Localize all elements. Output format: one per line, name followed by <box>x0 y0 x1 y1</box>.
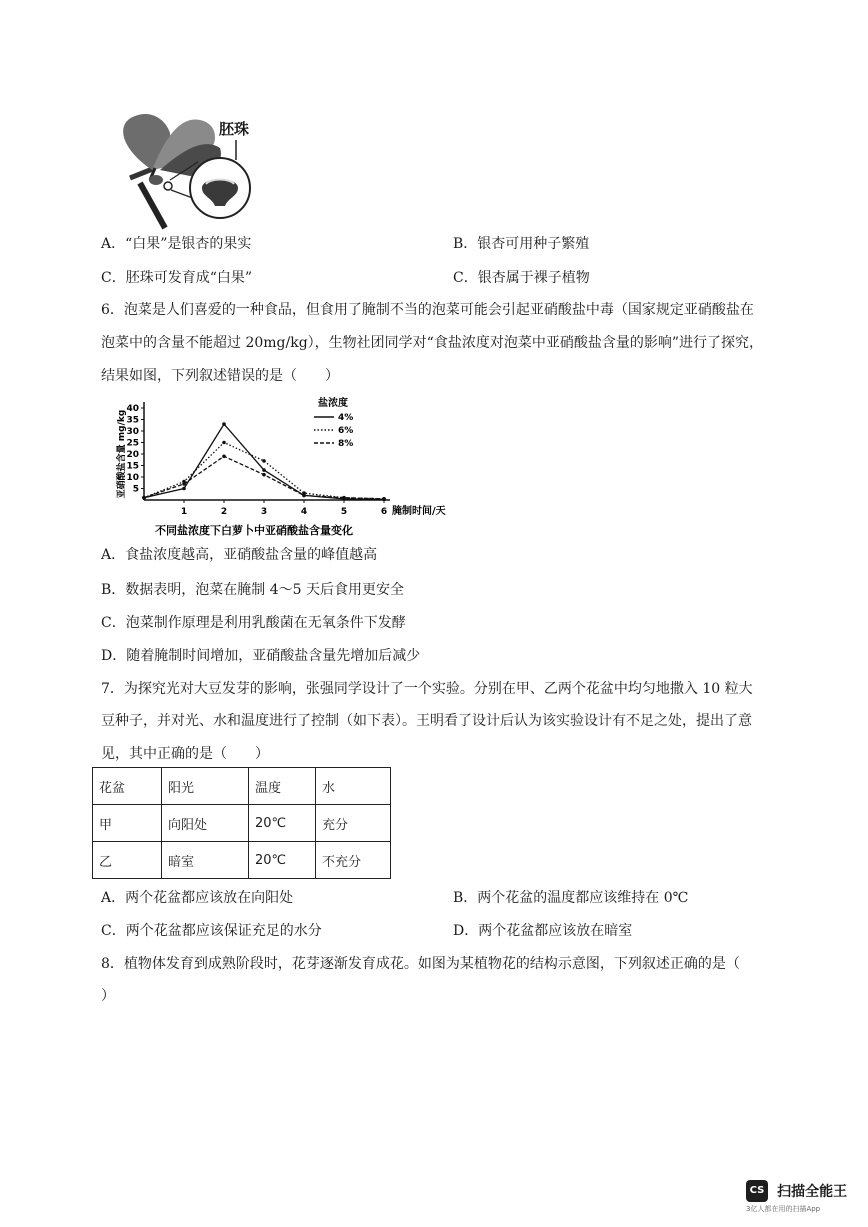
table-header-cell: 阳光 <box>162 768 249 805</box>
x-tick-label: 6 <box>380 507 388 517</box>
table-cell: 20℃ <box>249 842 316 879</box>
q5-option-d: C．银杏属于裸子植物 <box>453 270 590 286</box>
y-axis-label: 亚硝酸盐含量 mg/kg <box>117 409 127 499</box>
q6-option-c: C．泡菜制作原理是利用乳酸菌在无氧条件下发酵 <box>101 615 406 631</box>
y-tick-label: 35 <box>126 415 139 426</box>
data-point <box>262 473 266 477</box>
chart-title: 不同盐浓度下白萝卜中亚硝酸盐含量变化 <box>155 524 353 537</box>
table-row <box>93 805 391 842</box>
data-point <box>262 459 266 463</box>
x-axis-label: 腌制时间/天 <box>392 506 446 517</box>
legend-label: 6% <box>338 426 354 436</box>
y-tick-label: 5 <box>132 484 139 495</box>
y-tick-label: 30 <box>126 427 139 437</box>
y-tick-label: 15 <box>126 461 139 472</box>
data-point <box>342 496 346 500</box>
q8-stem-line1: 8．植物体发育到成熟阶段时，花芽逐渐发育成花。如图为某植物花的结构示意图，下列叙述正确的是（ <box>101 956 740 972</box>
table-cell: 20℃ <box>249 805 316 842</box>
q6-stem-line2: 泡菜中的含量不能超过 20mg/kg），生物社团同学对“食盐浓度对泡菜中亚硝酸盐含量的影响”进行了探究， <box>101 335 763 351</box>
table-cell: 甲 <box>93 805 162 842</box>
table-cell: 暗室 <box>162 842 249 879</box>
table-cell: 不充分 <box>316 842 391 879</box>
x-tick-label: 1 <box>180 507 188 517</box>
y-tick-label: 25 <box>126 438 139 449</box>
data-point <box>182 482 186 486</box>
q6-stem-line1: 6．泡菜是人们喜爱的一种食品，但食用了腌制不当的泡菜可能会引起亚硝酸盐中毒（国家规定亚硝酸盐在 <box>101 302 754 318</box>
q5-option-a: A．“白果”是银杏的果实 <box>101 236 252 252</box>
table-header-cell: 温度 <box>249 768 316 805</box>
nitrite-chart <box>96 392 446 544</box>
q7-option-d: D．两个花盆都应该放在暗室 <box>453 923 633 939</box>
q7-stem-line3: 见，其中正确的是（ ） <box>101 746 269 762</box>
q7-stem-line2: 豆种子，并对光、水和温度进行了控制（如下表）。王明看了设计后认为该实验设计有不足之处，提出了意 <box>101 713 752 729</box>
data-point <box>222 422 226 426</box>
x-tick-label: 5 <box>340 507 348 517</box>
y-tick-label: 10 <box>126 473 139 483</box>
q7-option-c: C．两个花盆都应该保证充足的水分 <box>101 923 322 939</box>
table-row <box>93 842 391 879</box>
legend-title: 盐浓度 <box>318 398 348 409</box>
cs-logo-icon: CS <box>746 1180 768 1202</box>
experiment-table <box>92 767 391 879</box>
data-point <box>222 441 226 445</box>
q7-stem-line1: 7．为探究光对大豆发芽的影响，张强同学设计了一个实验。分别在甲、乙两个花盆中均匀地撒入 10 粒大 <box>101 681 753 697</box>
table-header-row <box>93 768 391 805</box>
table-cell: 乙 <box>93 842 162 879</box>
y-tick-label: 40 <box>126 404 139 414</box>
q6-stem-line3: 结果如图，下列叙述错误的是（ ） <box>101 368 339 384</box>
q7-option-b: B．两个花盆的温度都应该维持在 0℃ <box>453 890 689 906</box>
q6-option-a: A．食盐浓度越高，亚硝酸盐含量的峰值越高 <box>101 547 378 563</box>
q6-option-b: B．数据表明，泡菜在腌制 4～5 天后食用更安全 <box>101 582 405 598</box>
data-point <box>262 468 266 472</box>
table-header-cell: 水 <box>316 768 391 805</box>
data-point <box>182 487 186 491</box>
data-point <box>382 497 386 501</box>
x-tick-label: 4 <box>300 507 308 517</box>
scanner-tagline: 3亿人都在用的扫描App <box>746 1205 821 1213</box>
q7-option-a: A．两个花盆都应该放在向阳处 <box>101 890 294 906</box>
q5-option-b: B．银杏可用种子繁殖 <box>453 236 590 252</box>
q5-option-c: C．胚珠可发育成“白果” <box>101 270 253 286</box>
data-point <box>222 455 226 459</box>
scanner-logo <box>746 1180 847 1214</box>
y-tick-label: 20 <box>126 450 139 460</box>
q6-option-d: D．随着腌制时间增加，亚硝酸盐含量先增加后减少 <box>101 648 421 664</box>
table-cell: 向阳处 <box>162 805 249 842</box>
legend-label: 8% <box>338 439 354 449</box>
scanner-app-name: 扫描全能王 <box>777 1184 848 1200</box>
legend-label: 4% <box>338 413 354 423</box>
table-header-cell: 花盆 <box>93 768 162 805</box>
ovule-label: 胚珠 <box>219 120 250 138</box>
q8-stem-line2: ） <box>101 988 115 1004</box>
x-tick-label: 2 <box>220 507 228 517</box>
x-tick-label: 3 <box>260 507 268 517</box>
table-cell: 充分 <box>316 805 391 842</box>
data-point <box>142 496 146 500</box>
data-point <box>302 494 306 498</box>
